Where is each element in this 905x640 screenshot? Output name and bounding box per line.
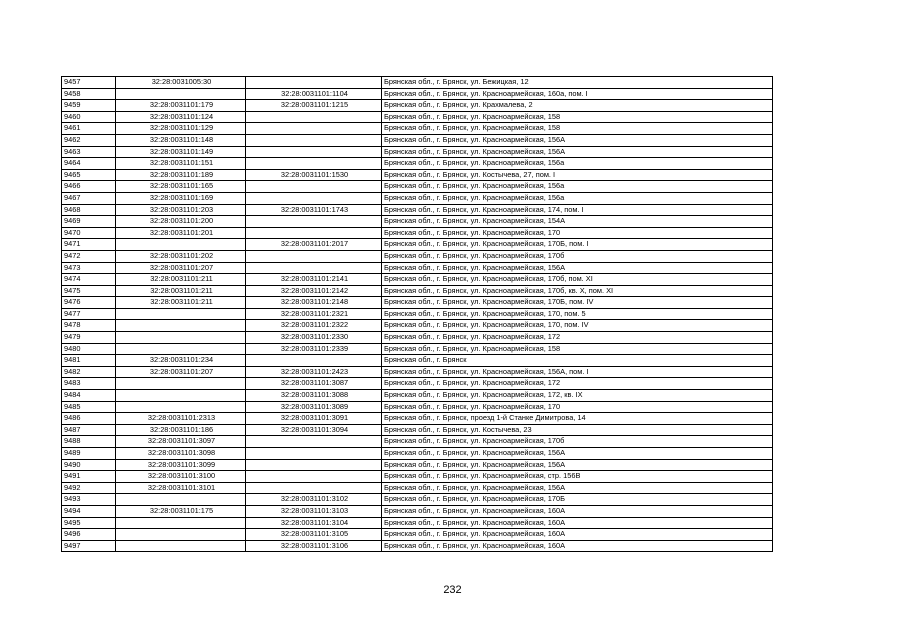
- land-cadastral-number-cell: 32:28:0031101:189: [116, 169, 246, 181]
- row-number-cell: 9469: [62, 216, 116, 228]
- table-row: [62, 204, 773, 216]
- address-cell: Брянская обл., г. Брянск, ул. Красноармейская, 170б, кв. X, пом. XI: [382, 285, 773, 297]
- row-number-cell: 9468: [62, 204, 116, 216]
- address-cell: Брянская обл., г. Брянск, ул. Красноармейская, 158: [382, 123, 773, 135]
- row-number-cell: 9462: [62, 134, 116, 146]
- row-number-cell: 9478: [62, 320, 116, 332]
- address-cell: Брянская обл., г. Брянск, ул. Красноармейская, стр. 156В: [382, 471, 773, 483]
- address-cell: Брянская обл., г. Брянск, ул. Костычева, 27, пом. I: [382, 169, 773, 181]
- land-cadastral-number-cell: [116, 517, 246, 529]
- land-cadastral-number-cell: 32:28:0031005:30: [116, 77, 246, 89]
- address-cell: Брянская обл., г. Брянск, ул. Красноармейская, 158: [382, 111, 773, 123]
- address-cell: Брянская обл., г. Брянск, ул. Красноармейская, 160А: [382, 529, 773, 541]
- object-cadastral-number-cell: 32:28:0031101:2148: [246, 297, 382, 309]
- object-cadastral-number-cell: 32:28:0031101:3088: [246, 390, 382, 402]
- object-cadastral-number-cell: 32:28:0031101:3091: [246, 413, 382, 425]
- row-number-cell: 9488: [62, 436, 116, 448]
- row-number-cell: 9486: [62, 413, 116, 425]
- object-cadastral-number-cell: [246, 158, 382, 170]
- address-cell: Брянская обл., г. Брянск, ул. Красноармейская, 160а, пом. I: [382, 88, 773, 100]
- land-cadastral-number-cell: 32:28:0031101:175: [116, 505, 246, 517]
- table-row: [62, 250, 773, 262]
- table-row: [62, 505, 773, 517]
- address-cell: Брянская обл., г. Брянск, ул. Красноармейская, 160А: [382, 505, 773, 517]
- object-cadastral-number-cell: 32:28:0031101:2339: [246, 343, 382, 355]
- object-cadastral-number-cell: [246, 111, 382, 123]
- land-cadastral-number-cell: 32:28:0031101:234: [116, 355, 246, 367]
- row-number-cell: 9476: [62, 297, 116, 309]
- row-number-cell: 9495: [62, 517, 116, 529]
- object-cadastral-number-cell: [246, 448, 382, 460]
- table-row: [62, 320, 773, 332]
- object-cadastral-number-cell: 32:28:0031101:2330: [246, 332, 382, 344]
- row-number-cell: 9457: [62, 77, 116, 89]
- table-row: [62, 390, 773, 402]
- land-cadastral-number-cell: 32:28:0031101:207: [116, 366, 246, 378]
- object-cadastral-number-cell: 32:28:0031101:2321: [246, 308, 382, 320]
- table-row: [62, 378, 773, 390]
- land-cadastral-number-cell: 32:28:0031101:211: [116, 297, 246, 309]
- address-cell: Брянская обл., г. Брянск, ул. Красноармейская, 154А: [382, 216, 773, 228]
- address-cell: Брянская обл., г. Брянск, ул. Красноармейская, 160А: [382, 540, 773, 552]
- row-number-cell: 9492: [62, 482, 116, 494]
- object-cadastral-number-cell: [246, 459, 382, 471]
- land-cadastral-number-cell: 32:28:0031101:129: [116, 123, 246, 135]
- land-cadastral-number-cell: 32:28:0031101:148: [116, 134, 246, 146]
- object-cadastral-number-cell: 32:28:0031101:3105: [246, 529, 382, 541]
- address-cell: Брянская обл., г. Брянск, ул. Красноармейская, 170б: [382, 436, 773, 448]
- object-cadastral-number-cell: 32:28:0031101:2423: [246, 366, 382, 378]
- land-cadastral-number-cell: 32:28:0031101:165: [116, 181, 246, 193]
- address-cell: Брянская обл., г. Брянск, ул. Красноармейская, 170Б: [382, 494, 773, 506]
- row-number-cell: 9467: [62, 192, 116, 204]
- object-cadastral-number-cell: 32:28:0031101:2322: [246, 320, 382, 332]
- land-cadastral-number-cell: 32:28:0031101:3100: [116, 471, 246, 483]
- row-number-cell: 9471: [62, 239, 116, 251]
- address-cell: Брянская обл., г. Брянск, ул. Красноармейская, 170, пом. 5: [382, 308, 773, 320]
- address-cell: Брянская обл., г. Брянск, ул. Красноармейская, 156А: [382, 459, 773, 471]
- table-row: [62, 332, 773, 344]
- address-cell: Брянская обл., г. Брянск, ул. Красноармейская, 156А, пом. I: [382, 366, 773, 378]
- land-cadastral-number-cell: 32:28:0031101:200: [116, 216, 246, 228]
- address-cell: Брянская обл., г. Брянск, ул. Красноармейская, 170б, пом. XI: [382, 274, 773, 286]
- land-cadastral-number-cell: 32:28:0031101:3101: [116, 482, 246, 494]
- address-cell: Брянская обл., г. Брянск, ул. Красноармейская, 174, пом. I: [382, 204, 773, 216]
- table-row: [62, 111, 773, 123]
- row-number-cell: 9480: [62, 343, 116, 355]
- table-row: [62, 494, 773, 506]
- row-number-cell: 9465: [62, 169, 116, 181]
- land-cadastral-number-cell: [116, 494, 246, 506]
- object-cadastral-number-cell: [246, 355, 382, 367]
- address-cell: Брянская обл., г. Брянск, ул. Крахмалева, 2: [382, 100, 773, 112]
- land-cadastral-number-cell: 32:28:0031101:201: [116, 227, 246, 239]
- row-number-cell: 9460: [62, 111, 116, 123]
- object-cadastral-number-cell: 32:28:0031101:2142: [246, 285, 382, 297]
- land-cadastral-number-cell: 32:28:0031101:2313: [116, 413, 246, 425]
- row-number-cell: 9491: [62, 471, 116, 483]
- land-cadastral-number-cell: 32:28:0031101:3099: [116, 459, 246, 471]
- row-number-cell: 9475: [62, 285, 116, 297]
- row-number-cell: 9458: [62, 88, 116, 100]
- land-cadastral-number-cell: 32:28:0031101:186: [116, 424, 246, 436]
- object-cadastral-number-cell: [246, 471, 382, 483]
- object-cadastral-number-cell: [246, 262, 382, 274]
- land-cadastral-number-cell: 32:28:0031101:202: [116, 250, 246, 262]
- row-number-cell: 9463: [62, 146, 116, 158]
- object-cadastral-number-cell: [246, 181, 382, 193]
- table-row: [62, 448, 773, 460]
- object-cadastral-number-cell: [246, 134, 382, 146]
- land-cadastral-number-cell: [116, 332, 246, 344]
- land-cadastral-number-cell: [116, 320, 246, 332]
- object-cadastral-number-cell: [246, 192, 382, 204]
- row-number-cell: 9472: [62, 250, 116, 262]
- land-cadastral-number-cell: 32:28:0031101:3097: [116, 436, 246, 448]
- address-cell: Брянская обл., г. Брянск, ул. Красноармейская, 156А: [382, 146, 773, 158]
- row-number-cell: 9464: [62, 158, 116, 170]
- table-row: [62, 366, 773, 378]
- row-number-cell: 9489: [62, 448, 116, 460]
- row-number-cell: 9479: [62, 332, 116, 344]
- table-row: [62, 540, 773, 552]
- row-number-cell: 9461: [62, 123, 116, 135]
- table-row: [62, 123, 773, 135]
- row-number-cell: 9485: [62, 401, 116, 413]
- table-row: [62, 436, 773, 448]
- object-cadastral-number-cell: 32:28:0031101:3106: [246, 540, 382, 552]
- table-row: [62, 355, 773, 367]
- row-number-cell: 9496: [62, 529, 116, 541]
- land-cadastral-number-cell: 32:28:0031101:169: [116, 192, 246, 204]
- address-cell: Брянская обл., г. Брянск, ул. Красноармейская, 156а: [382, 158, 773, 170]
- table-row: [62, 424, 773, 436]
- object-cadastral-number-cell: [246, 250, 382, 262]
- table-row: [62, 146, 773, 158]
- table-row: [62, 413, 773, 425]
- address-cell: Брянская обл., г. Брянск: [382, 355, 773, 367]
- object-cadastral-number-cell: 32:28:0031101:3094: [246, 424, 382, 436]
- object-cadastral-number-cell: [246, 216, 382, 228]
- land-cadastral-number-cell: 32:28:0031101:203: [116, 204, 246, 216]
- table-row: [62, 308, 773, 320]
- land-cadastral-number-cell: 32:28:0031101:3098: [116, 448, 246, 460]
- land-cadastral-number-cell: 32:28:0031101:207: [116, 262, 246, 274]
- table-row: [62, 401, 773, 413]
- table-row: [62, 216, 773, 228]
- row-number-cell: 9487: [62, 424, 116, 436]
- object-cadastral-number-cell: 32:28:0031101:1215: [246, 100, 382, 112]
- address-cell: Брянская обл., г. Брянск, ул. Красноармейская, 156А: [382, 448, 773, 460]
- address-cell: Брянская обл., г. Брянск, ул. Красноармейская, 170Б, пом. I: [382, 239, 773, 251]
- table-row: [62, 471, 773, 483]
- table-row: [62, 181, 773, 193]
- address-cell: Брянская обл., г. Брянск, ул. Красноармейская, 170, пом. IV: [382, 320, 773, 332]
- address-cell: Брянская обл., г. Брянск, ул. Красноармейская, 156А: [382, 262, 773, 274]
- land-cadastral-number-cell: [116, 401, 246, 413]
- object-cadastral-number-cell: [246, 146, 382, 158]
- row-number-cell: 9481: [62, 355, 116, 367]
- row-number-cell: 9474: [62, 274, 116, 286]
- object-cadastral-number-cell: 32:28:0031101:3089: [246, 401, 382, 413]
- table-row: [62, 274, 773, 286]
- cadastral-table: [61, 76, 773, 552]
- object-cadastral-number-cell: 32:28:0031101:1530: [246, 169, 382, 181]
- table-row: [62, 517, 773, 529]
- table-row: [62, 77, 773, 89]
- address-cell: Брянская обл., г. Брянск, ул. Красноармейская, 156а: [382, 192, 773, 204]
- table-row: [62, 88, 773, 100]
- address-cell: Брянская обл., г. Брянск, ул. Красноармейская, 172, кв. IX: [382, 390, 773, 402]
- address-cell: Брянская обл., г. Брянск, ул. Красноармейская, 172: [382, 332, 773, 344]
- address-cell: Брянская обл., г. Брянск, ул. Красноармейская, 170: [382, 227, 773, 239]
- land-cadastral-number-cell: [116, 88, 246, 100]
- table-row: [62, 169, 773, 181]
- table-row: [62, 134, 773, 146]
- table-row: [62, 192, 773, 204]
- object-cadastral-number-cell: [246, 123, 382, 135]
- object-cadastral-number-cell: 32:28:0031101:2141: [246, 274, 382, 286]
- address-cell: Брянская обл., г. Брянск, ул. Красноармейская, 170б: [382, 250, 773, 262]
- table-row: [62, 262, 773, 274]
- object-cadastral-number-cell: 32:28:0031101:3103: [246, 505, 382, 517]
- object-cadastral-number-cell: [246, 77, 382, 89]
- land-cadastral-number-cell: [116, 378, 246, 390]
- object-cadastral-number-cell: [246, 436, 382, 448]
- land-cadastral-number-cell: [116, 308, 246, 320]
- row-number-cell: 9484: [62, 390, 116, 402]
- row-number-cell: 9482: [62, 366, 116, 378]
- row-number-cell: 9470: [62, 227, 116, 239]
- table-row: [62, 239, 773, 251]
- address-cell: Брянская обл., г. Брянск, ул. Красноармейская, 170Б, пом. IV: [382, 297, 773, 309]
- land-cadastral-number-cell: 32:28:0031101:211: [116, 274, 246, 286]
- table-row: [62, 285, 773, 297]
- land-cadastral-number-cell: [116, 390, 246, 402]
- object-cadastral-number-cell: 32:28:0031101:3104: [246, 517, 382, 529]
- row-number-cell: 9494: [62, 505, 116, 517]
- object-cadastral-number-cell: 32:28:0031101:3102: [246, 494, 382, 506]
- land-cadastral-number-cell: 32:28:0031101:124: [116, 111, 246, 123]
- table-row: [62, 227, 773, 239]
- object-cadastral-number-cell: [246, 482, 382, 494]
- object-cadastral-number-cell: 32:28:0031101:2017: [246, 239, 382, 251]
- address-cell: Брянская обл., г. Брянск, ул. Красноармейская, 172: [382, 378, 773, 390]
- land-cadastral-number-cell: [116, 540, 246, 552]
- address-cell: Брянская обл., г. Брянск, ул. Бежицкая, 12: [382, 77, 773, 89]
- table-row: [62, 459, 773, 471]
- object-cadastral-number-cell: [246, 227, 382, 239]
- table-row: [62, 297, 773, 309]
- object-cadastral-number-cell: 32:28:0031101:1104: [246, 88, 382, 100]
- land-cadastral-number-cell: [116, 343, 246, 355]
- table-row: [62, 343, 773, 355]
- land-cadastral-number-cell: 32:28:0031101:179: [116, 100, 246, 112]
- address-cell: Брянская обл., г. Брянск, проезд 1-й Станке Димитрова, 14: [382, 413, 773, 425]
- row-number-cell: 9466: [62, 181, 116, 193]
- cadastral-table-body: [62, 77, 773, 552]
- row-number-cell: 9483: [62, 378, 116, 390]
- address-cell: Брянская обл., г. Брянск, ул. Костычева, 23: [382, 424, 773, 436]
- table-row: [62, 529, 773, 541]
- land-cadastral-number-cell: 32:28:0031101:149: [116, 146, 246, 158]
- land-cadastral-number-cell: [116, 529, 246, 541]
- row-number-cell: 9473: [62, 262, 116, 274]
- row-number-cell: 9459: [62, 100, 116, 112]
- object-cadastral-number-cell: 32:28:0031101:1743: [246, 204, 382, 216]
- object-cadastral-number-cell: 32:28:0031101:3087: [246, 378, 382, 390]
- address-cell: Брянская обл., г. Брянск, ул. Красноармейская, 156а: [382, 181, 773, 193]
- address-cell: Брянская обл., г. Брянск, ул. Красноармейская, 156А: [382, 482, 773, 494]
- table-row: [62, 482, 773, 494]
- row-number-cell: 9490: [62, 459, 116, 471]
- table-row: [62, 158, 773, 170]
- row-number-cell: 9493: [62, 494, 116, 506]
- address-cell: Брянская обл., г. Брянск, ул. Красноармейская, 158: [382, 343, 773, 355]
- table-row: [62, 100, 773, 112]
- land-cadastral-number-cell: 32:28:0031101:211: [116, 285, 246, 297]
- row-number-cell: 9497: [62, 540, 116, 552]
- address-cell: Брянская обл., г. Брянск, ул. Красноармейская, 170: [382, 401, 773, 413]
- land-cadastral-number-cell: [116, 239, 246, 251]
- address-cell: Брянская обл., г. Брянск, ул. Красноармейская, 160А: [382, 517, 773, 529]
- page-number: 232: [443, 584, 462, 596]
- row-number-cell: 9477: [62, 308, 116, 320]
- land-cadastral-number-cell: 32:28:0031101:151: [116, 158, 246, 170]
- address-cell: Брянская обл., г. Брянск, ул. Красноармейская, 156А: [382, 134, 773, 146]
